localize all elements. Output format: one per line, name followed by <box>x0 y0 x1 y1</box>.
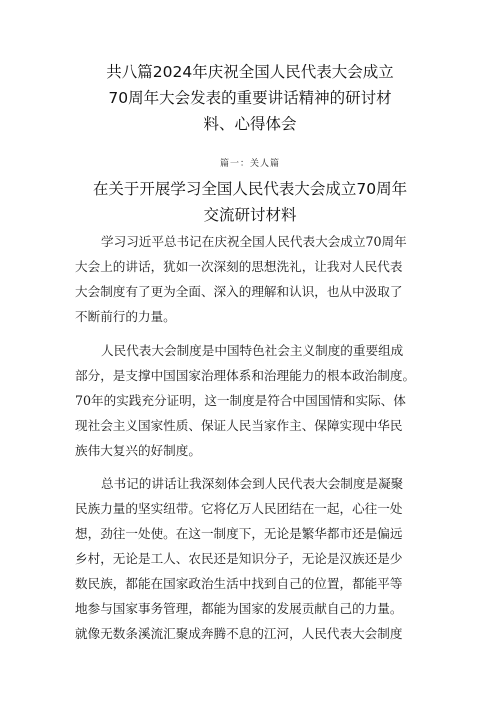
body-line: 不断前行的力量。 <box>75 309 176 324</box>
document-title <box>60 59 440 137</box>
article-title-line-2: 交流研讨材料 <box>203 206 297 224</box>
body-line: 总书记的讲话让我深刻体会到人民代表大会制度是凝聚 <box>101 476 404 491</box>
document-title-line-3: 料、心得体会 <box>203 115 297 133</box>
section-label: 篇一：关人篇 <box>219 159 280 169</box>
body-line: 民族力量的坚实纽带。它将亿万人民团结在一起，心往一处 <box>75 501 403 516</box>
body-line: 乡村，无论是工人、农民还是知识分子，无论是汉族还是少 <box>75 551 403 566</box>
body-line: 地参与国家事务管理，都能为国家的发展贡献自己的力量。 <box>75 601 403 616</box>
article-title <box>60 176 440 228</box>
body-line: 大会制度有了更为全面、深入的理解和认识，也从中汲取了 <box>75 284 403 299</box>
body-line: 现社会主义国家性质、保证人民当家作主、保障实现中华民 <box>75 418 403 433</box>
body-line: 就像无数条溪流汇聚成奔腾不息的江河，人民代表大会制度 <box>75 626 403 641</box>
document-title-line-2: 70周年大会发表的重要讲话精神的研讨材 <box>108 89 392 107</box>
body-line: 人民代表大会制度是中国特色社会主义制度的重要组成 <box>101 343 404 358</box>
body-line: 大会上的讲话，犹如一次深刻的思想洗礼，让我对人民代表 <box>75 259 403 274</box>
body-line: 族伟大复兴的好制度。 <box>75 443 201 458</box>
document-title-line-1: 共八篇2024年庆祝全国人民代表大会成立 <box>106 63 394 81</box>
body-line: 学习习近平总书记在庆祝全国人民代表大会成立70周年 <box>101 234 407 249</box>
body-line: 部分，是支撑中国国家治理体系和治理能力的根本政治制度。 <box>75 368 416 383</box>
article-title-line-1: 在关于开展学习全国人民代表大会成立70周年 <box>92 180 408 198</box>
body-line: 想，劲往一处使。在这一制度下，无论是繁华都市还是偏远 <box>75 526 403 541</box>
body-line: 数民族，都能在国家政治生活中找到自己的位置，都能平等 <box>75 576 403 591</box>
body-line: 70年的实践充分证明，这一制度是符合中国国情和实际、体 <box>75 393 406 408</box>
